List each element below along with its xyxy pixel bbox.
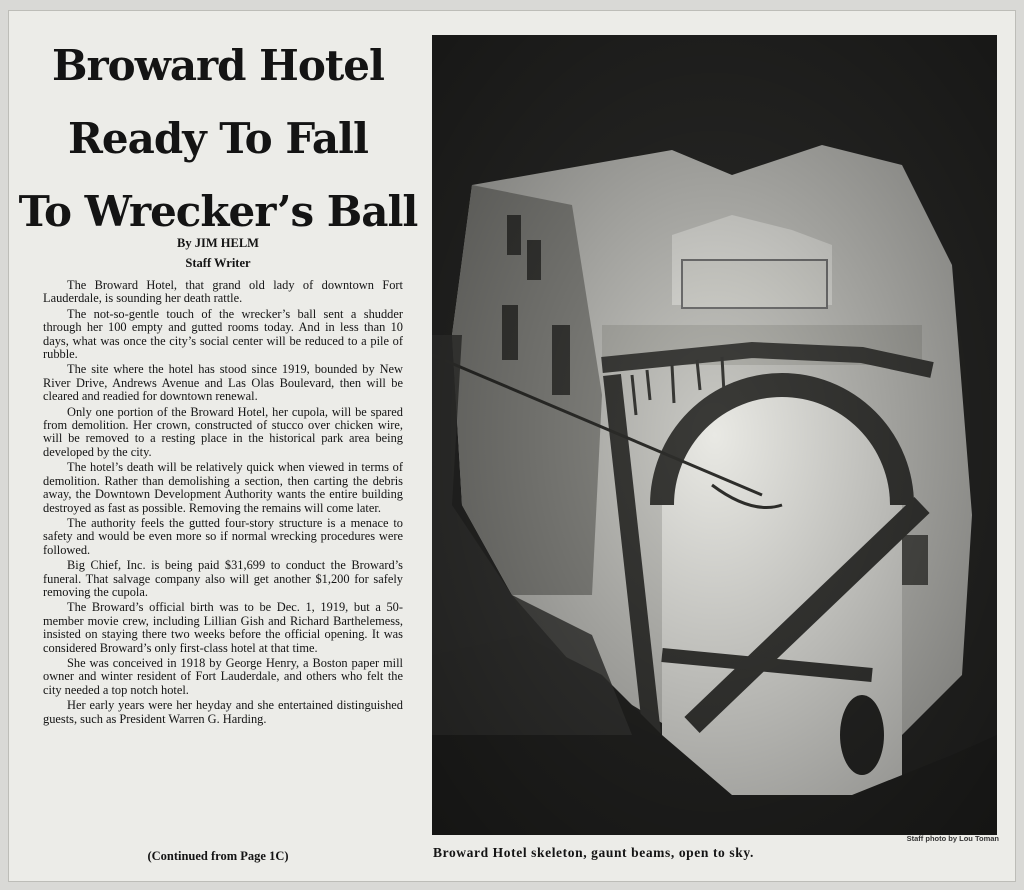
headline-line-1: Broward Hotel [52,41,384,90]
paragraph: Big Chief, Inc. is being paid $31,699 to conduct the Broward’s funeral. That salvage company also will get another $1,200 for safely removing the cupola. [43,558,403,599]
author-role: Staff Writer [185,256,251,270]
paragraph: Her early years were her heyday and she entertained distinguished guests, such as President Warren G. Harding. [43,698,403,726]
paragraph: Only one portion of the Broward Hotel, her cupola, will be spared from demolition. Her crown, constructed of stucco over chicken wire, will be removed to a resting place in the historical park area being developed by the city. [43,404,403,459]
byline-block [13,233,423,273]
continued-note: (Continued from Page 1C) [147,849,289,863]
headline [13,29,423,248]
hotel-photo [432,35,997,835]
photo-vignette [432,35,997,835]
photo-caption: Broward Hotel skeleton, gaunt beams, open to sky. [433,845,754,860]
paragraph: The site where the hotel has stood since 1919, bounded by New River Drive, Andrews Avenue and Las Olas Boulevard, then will be cleared and readied for downtown renewal. [43,362,403,404]
newspaper-page [8,10,1016,882]
byline: By JIM HELM [177,236,259,250]
headline-line-3: To Wrecker’s Ball [18,187,418,236]
paragraph: The Broward Hotel, that grand old lady of downtown Fort Lauderdale, is sounding her death rattle. [43,278,403,306]
paragraph: She was conceived in 1918 by George Henry, a Boston paper mill owner and winter resident of Fort Lauderdale, and others who felt the city needed a top notch hotel. [43,655,403,697]
hotel-skeleton-illustration [432,35,997,835]
article-body [43,279,403,728]
photo-credit: Staff photo by Lou Toman [906,834,999,843]
headline-line-2: Ready To Fall [68,114,368,163]
paragraph: The Broward’s official birth was to be Dec. 1, 1919, but a 50-member movie crew, including Lillian Gish and Richard Barthelemess, insisted on staying there two weeks before the official opening. It was considered Broward’s only first-class hotel at that time. [43,600,403,655]
paragraph: The authority feels the gutted four-story structure is a menace to safety and would be even more so if normal wrecking procedures were followed. [43,515,403,557]
paragraph: The hotel’s death will be relatively quick when viewed in terms of demolition. Rather than demolishing a section, then carting the debris away, the Downtown Development Authority wants the entire building destroyed as fast as possible. Removing the remains will come later. [43,460,403,515]
article-column [13,11,423,881]
paragraph: The not-so-gentle touch of the wrecker’s ball sent a shudder through her 100 empty and gutted rooms today. And in less than 10 days, what was once the city’s social center will be reduced to a pile of rubble. [43,306,403,362]
